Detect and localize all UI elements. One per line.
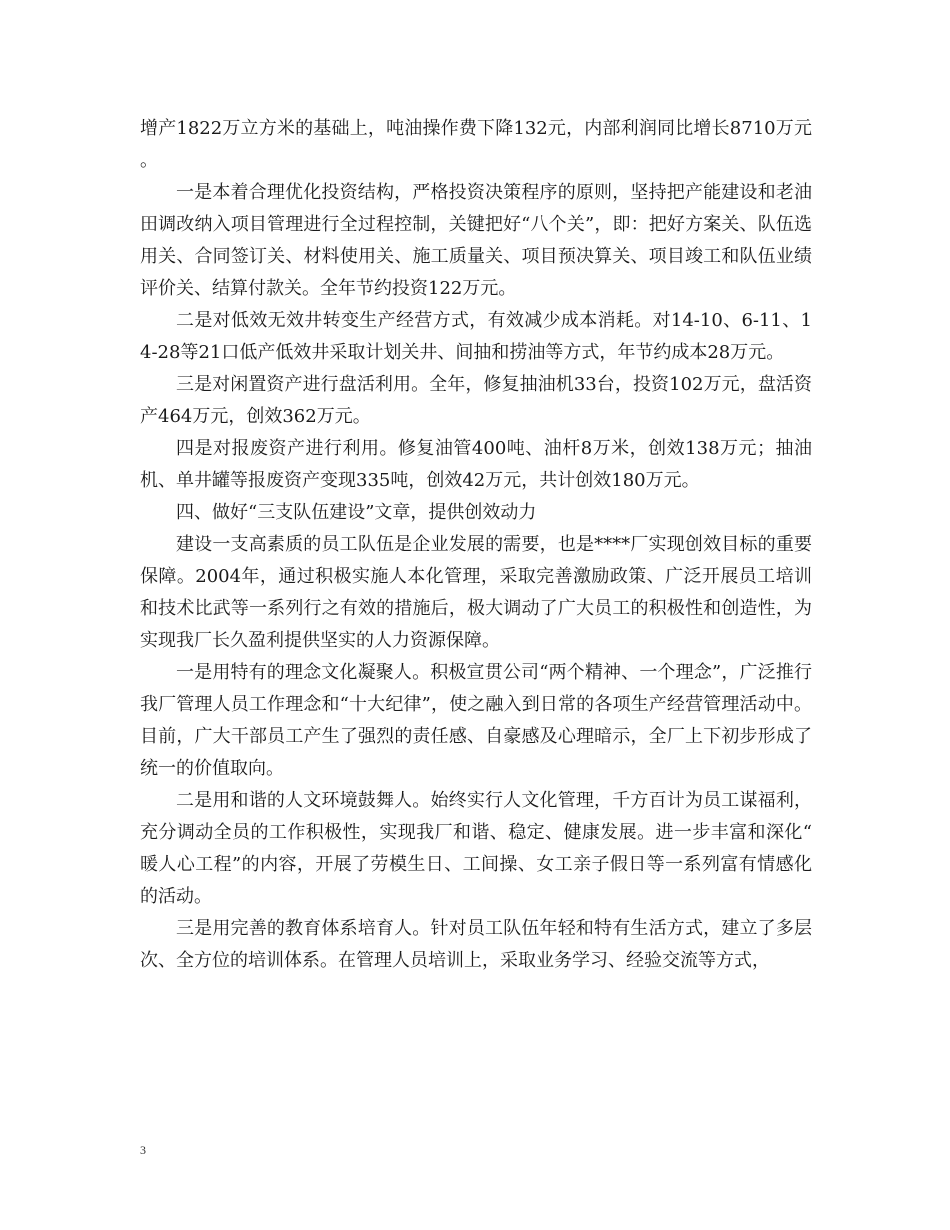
paragraph-scrap-assets: 四是对报废资产进行利用。修复油管400吨、油杆8万米，创效138万元；抽油机、单井罐等报废资产变现335吨，创效42万元，共计创效180万元。: [140, 438, 812, 491]
document-body: [140, 113, 812, 977]
paragraph-idle-assets: 三是对闲置资产进行盘活利用。全年，修复抽油机33台，投资102万元，盘活资产464万元，创效362万元。: [140, 374, 812, 427]
paragraph-culture: 一是用特有的理念文化凝聚人。积极宣贯公司“两个精神、一个理念”，广泛推行我厂管理人员工作理念和“十大纪律”，使之融入到日常的各项生产经营管理活动中。目前，广大干部员工产生了强烈的责任感、自豪感及心理暗示，全厂上下初步形成了统一的价值取向。: [140, 662, 812, 779]
paragraph-education: 三是用完善的教育体系培育人。针对员工队伍年轻和特有生活方式，建立了多层次、全方位的培训体系。在管理人员培训上，采取业务学习、经验交流等方式，: [140, 918, 812, 971]
paragraph-investment-structure: 一是本着合理优化投资结构，严格投资决策程序的原则，坚持把产能建设和老油田调改纳入项目管理进行全过程控制，关键把好“八个关”，即：把好方案关、队伍选用关、合同签订关、材料使用关、施工质量关、项目预决算关、项目竣工和队伍业绩评价关、结算付款关。全年节约投资122万元。: [140, 182, 812, 299]
paragraph-low-efficiency-wells: 二是对低效无效井转变生产经营方式，有效减少成本消耗。对14-10、6-11、14-28等21口低产低效井采取计划关井、间抽和捞油等方式，年节约成本28万元。: [140, 310, 812, 363]
section-heading-team-building: 四、做好“三支队伍建设”文章，提供创效动力: [176, 502, 537, 523]
page-number: 3: [140, 1143, 146, 1157]
paragraph-environment: 二是用和谐的人文环境鼓舞人。始终实行人文化管理，千方百计为员工谋福利，充分调动全员的工作积极性，实现我厂和谐、稳定、健康发展。进一步丰富和深化“暖人心工程”的内容，开展了劳模生日、工间操、女工亲子假日等一系列富有情感化的活动。: [140, 790, 812, 907]
paragraph-team-building-intro: 建设一支高素质的员工队伍是企业发展的需要，也是****厂实现创效目标的重要保障。2004年，通过积极实施人本化管理，采取完善激励政策、广泛开展员工培训和技术比武等一系列行之有效的措施后，极大调动了广大员工的积极性和创造性，为实现我厂长久盈利提供坚实的人力资源保障。: [140, 534, 812, 651]
paragraph-continuation: 增产1822万立方米的基础上，吨油操作费下降132元，内部利润同比增长8710万元。: [140, 118, 812, 171]
